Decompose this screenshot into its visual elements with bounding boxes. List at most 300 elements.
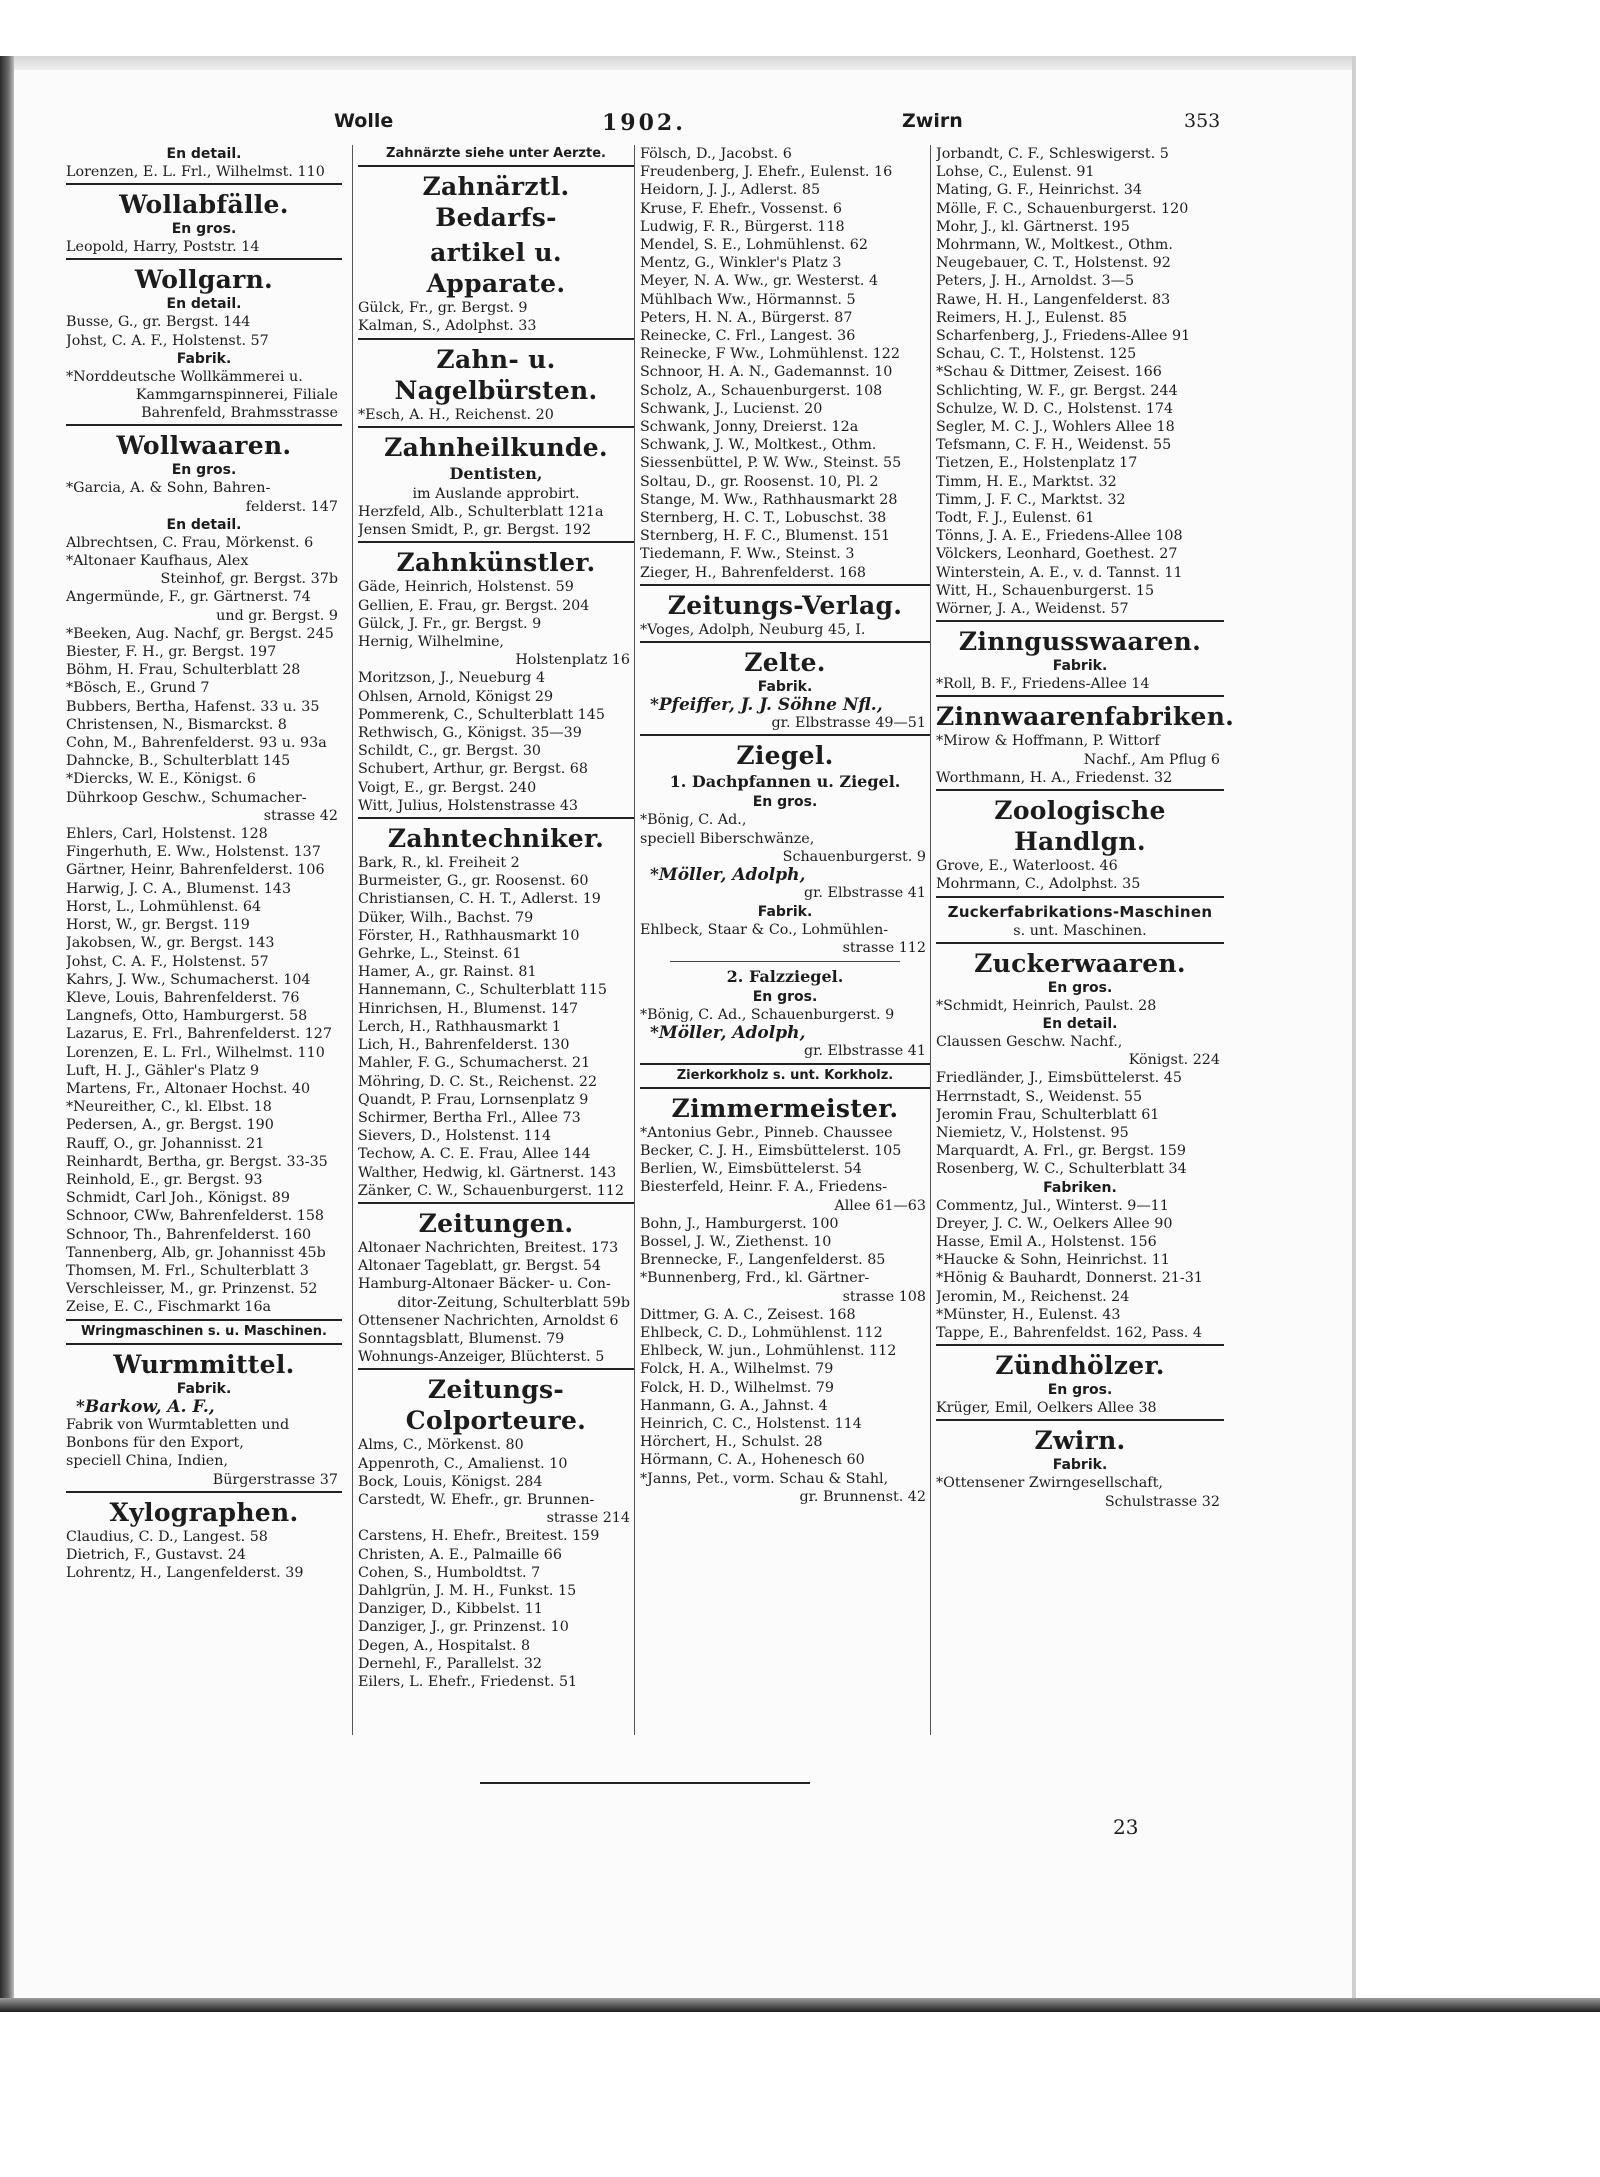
- directory-entry: Todt, F. J., Eulenst. 61: [936, 510, 1095, 527]
- directory-entry: Tannenberg, Alb, gr. Johannisst 45b: [66, 1244, 326, 1261]
- directory-entry: Bark, R., kl. Freiheit 2: [358, 855, 520, 872]
- directory-entry: Pommerenk, C., Schulterblatt 145: [358, 706, 605, 723]
- section-heading: Zinnwaarenfabriken.: [936, 702, 1235, 732]
- section-heading: artikel u. Apparate.: [426, 238, 566, 299]
- directory-entry: Ottensener Nachrichten, Arnoldst 6: [358, 1312, 619, 1329]
- directory-entry: Fingerhuth, E. Ww., Holstenst. 137: [66, 844, 321, 861]
- section-rule: [66, 183, 342, 185]
- directory-entry: *Roll, B. F., Friedens-Allee 14: [936, 676, 1150, 693]
- subheading: En gros.: [1047, 979, 1113, 996]
- subheading: En gros.: [752, 794, 818, 811]
- directory-entry: Reinhold, E., gr. Bergst. 93: [66, 1171, 263, 1188]
- directory-entry: Mendel, S. E., Lohmühlenst. 62: [640, 237, 868, 254]
- directory-entry: Dahlgrün, J. M. H., Funkst. 15: [358, 1582, 577, 1599]
- directory-entry: Ohlsen, Arnold, Königst 29: [358, 688, 554, 705]
- entry-continuation: strasse 112: [842, 939, 926, 956]
- header-right-word: Zwirn: [902, 110, 963, 132]
- directory-entry: Schubert, Arthur, gr. Bergst. 68: [358, 761, 588, 778]
- section-rule: [358, 1202, 634, 1204]
- directory-entry: Dernehl, F., Parallelst. 32: [358, 1655, 543, 1672]
- directory-entry: Busse, G., gr. Bergst. 144: [66, 314, 251, 331]
- column-divider: [352, 145, 353, 1735]
- entry-continuation: strasse 42: [263, 807, 338, 824]
- subheading: En detail.: [1042, 1015, 1118, 1032]
- directory-entry: Friedländer, J., Eimsbüttelerst. 45: [936, 1070, 1182, 1087]
- section-rule: [66, 258, 342, 260]
- directory-entry: Kruse, F. Ehefr., Vossenst. 6: [640, 200, 842, 217]
- directory-entry: Hamer, A., gr. Rainst. 81: [358, 964, 537, 981]
- directory-entry: Reinecke, F Ww., Lohmühlenst. 122: [640, 346, 901, 363]
- directory-entry: Folck, H. A., Wilhelmst. 79: [640, 1361, 834, 1378]
- directory-entry: Kalman, S., Adolphst. 33: [358, 318, 537, 335]
- directory-entry: Scholz, A., Schauenburgerst. 108: [640, 382, 883, 399]
- directory-entry: Biester, F. H., gr. Bergst. 197: [66, 644, 277, 661]
- directory-entry: Rawe, H. H., Langenfelderst. 83: [936, 291, 1171, 308]
- entry-continuation: strasse 214: [546, 1510, 630, 1527]
- section-heading: Zahntechniker.: [387, 824, 605, 854]
- directory-entry: Bubbers, Bertha, Hafenst. 33 u. 35: [66, 698, 320, 715]
- directory-entry: Berlien, W., Eimsbüttelerst. 54: [640, 1161, 862, 1178]
- directory-entry: Thomsen, M. Frl., Schulterblatt 3: [66, 1262, 309, 1279]
- section-heading: Zeitungs-Colporteure.: [405, 1375, 587, 1436]
- entry-continuation: Bürgerstrasse 37: [212, 1471, 338, 1488]
- directory-entry: Neugebauer, C. T., Holstenst. 92: [936, 255, 1171, 272]
- section-heading: Wollabfälle.: [119, 190, 289, 220]
- section-rule: [640, 1063, 930, 1065]
- scan-right-edge: [1352, 56, 1356, 2010]
- directory-entry: Jorbandt, C. F., Schleswigerst. 5: [936, 146, 1169, 162]
- entry-continuation: Königst. 224: [1128, 1052, 1220, 1069]
- cross-reference: Zierkorkholz s. unt. Korkholz.: [676, 1067, 894, 1083]
- section-heading: Zoologische Handlgn.: [994, 796, 1166, 857]
- directory-entry: *Mirow & Hoffmann, P. Wittorf: [936, 733, 1160, 750]
- footer-rule: [480, 1782, 810, 1784]
- subheading: 2. Falzziegel.: [726, 966, 844, 986]
- directory-entry: Cohn, M., Bahrenfelderst. 93 u. 93a: [66, 735, 327, 752]
- directory-entry: Gellien, E. Frau, gr. Bergst. 204: [358, 597, 590, 614]
- directory-entry: Mentz, G., Winkler's Platz 3: [640, 255, 842, 272]
- directory-entry: Burmeister, G., gr. Roosenst. 60: [358, 873, 589, 890]
- directory-entry: Quandt, P. Frau, Lornsenplatz 9: [358, 1091, 589, 1108]
- directory-entry: *Norddeutsche Wollkämmerei u.: [66, 368, 303, 385]
- directory-entry: Rethwisch, G., Königst. 35—39: [358, 725, 582, 742]
- directory-entry: Krüger, Emil, Oelkers Allee 38: [936, 1400, 1157, 1417]
- scan-top-edge: [0, 56, 1355, 70]
- directory-entry: Eilers, L. Ehefr., Friedenst. 51: [358, 1673, 578, 1690]
- directory-entry: Folck, H. D., Wilhelmst. 79: [640, 1379, 834, 1396]
- directory-entry: Leopold, Harry, Poststr. 14: [66, 239, 260, 256]
- directory-entry: Schnoor, Th., Bahrenfelderst. 160: [66, 1226, 312, 1243]
- column-1: [66, 145, 342, 1582]
- section-heading: Zuckerwaaren.: [974, 948, 1186, 978]
- directory-entry: Tefsmann, C. F. H., Weidenst. 55: [936, 437, 1172, 454]
- directory-entry: Degen, A., Hospitalst. 8: [358, 1637, 531, 1654]
- directory-entry: Alms, C., Mörkenst. 80: [358, 1437, 524, 1454]
- directory-entry: Siessenbüttel, P. W. Ww., Steinst. 55: [640, 455, 902, 472]
- section-heading: Zuckerfabrikations-Maschinen: [947, 902, 1213, 921]
- directory-entry: Schulze, W. D. C., Holstenst. 174: [936, 400, 1174, 417]
- running-header: [60, 110, 1230, 140]
- section-rule: [358, 541, 634, 543]
- directory-entry: Gärtner, Heinr, Bahrenfelderst. 106: [66, 862, 325, 879]
- entry-continuation: Bahrenfeld, Brahmsstrasse: [141, 405, 338, 422]
- subheading: 1. Dachpfannen u. Ziegel.: [669, 772, 901, 792]
- directory-entry: Mating, G. F., Heinrichst. 34: [936, 182, 1142, 199]
- entry-continuation: Steinhof, gr. Bergst. 37b: [160, 571, 338, 588]
- directory-entry: Hanmann, G. A., Jahnst. 4: [640, 1397, 828, 1414]
- directory-entry: Schwank, J., Lucienst. 20: [640, 400, 823, 417]
- directory-entry: Förster, H., Rathhausmarkt 10: [358, 927, 580, 944]
- subheading: Fabrik.: [1052, 658, 1108, 675]
- directory-entry: Meyer, N. A. Ww., gr. Westerst. 4: [640, 273, 879, 290]
- subheading: Fabrik.: [757, 679, 813, 696]
- section-rule: [66, 1343, 342, 1345]
- directory-entry: Schnoor, H. A. N., Gademannst. 10: [640, 364, 893, 381]
- directory-entry: Lohrentz, H., Langenfelderst. 39: [66, 1565, 304, 1582]
- directory-entry: Hörchert, H., Schulst. 28: [640, 1434, 823, 1451]
- directory-entry: Schirmer, Bertha Frl., Allee 73: [358, 1109, 581, 1126]
- directory-entry: Mahler, F. G., Schumacherst. 21: [358, 1055, 591, 1072]
- section-heading: Zahnkünstler.: [396, 548, 596, 578]
- directory-entry: Fabrik von Wurmtabletten und: [66, 1416, 290, 1433]
- directory-entry: Sievers, D., Holstenst. 114: [358, 1128, 552, 1145]
- directory-entry: Ehlbeck, Staar & Co., Lohmühlen-: [640, 921, 889, 938]
- directory-entry: Grove, E., Waterloost. 46: [936, 858, 1118, 875]
- directory-entry: Kleve, Louis, Bahrenfelderst. 76: [66, 989, 300, 1006]
- entry-continuation: Holstenplatz 16: [515, 652, 630, 669]
- section-rule: [640, 1087, 930, 1089]
- directory-entry: Appenroth, C., Amalienst. 10: [358, 1455, 568, 1472]
- directory-entry: Tönns, J. A. E., Friedens-Allee 108: [936, 528, 1183, 545]
- directory-entry: Johst, C. A. F., Holstenst. 57: [66, 332, 269, 349]
- subheading: En gros.: [1047, 1382, 1113, 1399]
- directory-entry: Freudenberg, J. Ehefr., Eulenst. 16: [640, 164, 893, 181]
- section-heading: Zeitungen.: [418, 1208, 574, 1238]
- header-year: 1902.: [602, 110, 686, 136]
- directory-entry: Tietzen, E., Holstenplatz 17: [936, 455, 1138, 472]
- subheading: En gros.: [171, 462, 237, 479]
- directory-entry: *Voges, Adolph, Neuburg 45, I.: [640, 621, 866, 638]
- section-heading: Zeitungs-Verlag.: [667, 590, 903, 620]
- directory-entry: Marquardt, A. Frl., gr. Bergst. 159: [936, 1143, 1186, 1160]
- directory-entry: Biesterfeld, Heinr. F. A., Friedens-: [640, 1179, 888, 1196]
- directory-entry: Mölle, F. C., Schauenburgerst. 120: [936, 200, 1189, 217]
- directory-entry: Schnoor, CWw, Bahrenfelderst. 158: [66, 1208, 325, 1225]
- directory-entry: *Garcia, A. & Sohn, Bahren-: [66, 480, 271, 497]
- directory-entry: Scharfenberg, J., Friedens-Allee 91: [936, 328, 1191, 345]
- directory-entry: Christensen, N., Bismarckst. 8: [66, 716, 287, 733]
- note-line: im Auslande approbirt.: [412, 485, 580, 502]
- subheading: Fabrik.: [176, 1380, 232, 1397]
- directory-entry: Zieger, H., Bahrenfelderst. 168: [640, 564, 867, 581]
- directory-entry: Niemietz, V., Holstenst. 95: [936, 1124, 1129, 1141]
- section-rule: [358, 338, 634, 340]
- directory-entry: *Schau & Dittmer, Zeisest. 166: [936, 364, 1162, 381]
- directory-entry: *Münster, H., Eulenst. 43: [936, 1306, 1121, 1323]
- column-3: [640, 145, 930, 1506]
- directory-entry: Ehlbeck, C. D., Lohmühlenst. 112: [640, 1324, 883, 1341]
- section-rule: [936, 1419, 1224, 1421]
- section-rule: [358, 426, 634, 428]
- directory-entry: Dietrich, F., Gustavst. 24: [66, 1546, 246, 1563]
- directory-entry: Tappe, E., Bahrenfeldst. 162, Pass. 4: [936, 1324, 1202, 1341]
- directory-entry: Cohen, S., Humboldtst. 7: [358, 1564, 541, 1581]
- directory-entry: Reinecke, C. Frl., Langest. 36: [640, 328, 856, 345]
- section-heading: Zahnheilkunde.: [384, 432, 608, 462]
- section-heading: Zimmermeister.: [671, 1093, 899, 1123]
- section-rule: [936, 789, 1224, 791]
- directory-entry: Schau, C. T., Holstenst. 125: [936, 346, 1137, 363]
- directory-entry: Langnefs, Otto, Hamburgerst. 58: [66, 1008, 308, 1025]
- directory-entry: Gäde, Heinrich, Holstenst. 59: [358, 579, 574, 596]
- directory-entry: Pedersen, A., gr. Bergst. 190: [66, 1117, 274, 1134]
- entry-continuation: Schauenburgerst. 9: [782, 848, 926, 865]
- directory-entry: Worthmann, H. A., Friedenst. 32: [936, 769, 1173, 786]
- directory-entry: speciell China, Indien,: [66, 1453, 229, 1470]
- directory-entry: Jakobsen, W., gr. Bergst. 143: [66, 935, 275, 952]
- directory-entry: Voigt, E., gr. Bergst. 240: [358, 779, 537, 796]
- directory-entry: Horst, L., Lohmühlenst. 64: [66, 898, 262, 915]
- directory-entry: Böhm, H. Frau, Schulterblatt 28: [66, 662, 301, 679]
- directory-entry: Heinrich, C. C., Holstenst. 114: [640, 1415, 862, 1432]
- column-divider: [634, 145, 635, 1735]
- entry-continuation: gr. Elbstrasse 49—51: [771, 715, 926, 732]
- directory-entry: Hannemann, C., Schulterblatt 115: [358, 982, 607, 999]
- section-rule: [358, 165, 634, 167]
- directory-entry: Jensen Smidt, P., gr. Bergst. 192: [358, 522, 592, 539]
- directory-entry: Bock, Louis, Königst. 284: [358, 1473, 543, 1490]
- directory-entry: Timm, H. E., Marktst. 32: [936, 473, 1117, 490]
- directory-entry: *Beeken, Aug. Nachf, gr. Bergst. 245: [66, 625, 334, 642]
- directory-entry: Altonaer Tageblatt, gr. Bergst. 54: [358, 1258, 602, 1275]
- directory-entry: *Janns, Pet., vorm. Schau & Stahl,: [640, 1470, 889, 1487]
- entry-continuation: gr. Brunnenst. 42: [799, 1488, 926, 1505]
- directory-entry: *Barkow, A. F.,: [76, 1397, 215, 1416]
- directory-entry: Jeromin Frau, Schulterblatt 61: [936, 1106, 1160, 1123]
- directory-entry: *Pfeiffer, J. J. Söhne Nfl.,: [650, 696, 883, 715]
- subheading: En gros.: [752, 988, 818, 1005]
- directory-entry: *Altonaer Kaufhaus, Alex: [66, 553, 249, 570]
- directory-entry: Schildt, C., gr. Bergst. 30: [358, 743, 542, 760]
- directory-entry: *Hönig & Bauhardt, Donnerst. 21-31: [936, 1270, 1203, 1287]
- directory-entry: Gülck, Fr., gr. Bergst. 9: [358, 300, 528, 317]
- directory-entry: *Bösch, E., Grund 7: [66, 680, 210, 697]
- directory-entry: Witt, H., Schauenburgerst. 15: [936, 582, 1155, 599]
- directory-entry: Möhring, D. C. St., Reichenst. 22: [358, 1073, 598, 1090]
- directory-entry: Moritzson, J., Neueburg 4: [358, 670, 546, 687]
- header-left-word: Wolle: [334, 110, 394, 132]
- directory-entry: Zänker, C. W., Schauenburgerst. 112: [358, 1182, 624, 1199]
- directory-entry: *Diercks, W. E., Königst. 6: [66, 771, 257, 788]
- section-heading: Wurmmittel.: [113, 1349, 295, 1379]
- sub-rule: [670, 961, 900, 962]
- directory-entry: Kahrs, J. Ww., Schumacherst. 104: [66, 971, 311, 988]
- directory-entry: Schlichting, W. F., gr. Bergst. 244: [936, 382, 1178, 399]
- directory-entry: Luft, H. J., Gähler's Platz 9: [66, 1062, 260, 1079]
- directory-entry: Witt, Julius, Holstenstrasse 43: [358, 797, 579, 814]
- directory-entry: Albrechtsen, C. Frau, Mörkenst. 6: [66, 534, 314, 551]
- directory-entry: Claussen Geschw. Nachf.,: [936, 1033, 1123, 1050]
- section-heading: Zwirn.: [1034, 1426, 1126, 1456]
- column-4: [936, 145, 1235, 1511]
- directory-entry: *Bönig, C. Ad., Schauenburgerst. 9: [640, 1006, 895, 1023]
- directory-entry: Lohse, C., Eulenst. 91: [936, 164, 1095, 181]
- entry-continuation: ditor-Zeitung, Schulterblatt 59b: [397, 1294, 630, 1311]
- directory-entry: Dahncke, B., Schulterblatt 145: [66, 753, 291, 770]
- directory-entry: Schmidt, Carl Joh., Königst. 89: [66, 1190, 290, 1207]
- directory-entry: Rauff, O., gr. Johannisst. 21: [66, 1135, 265, 1152]
- scan-bottom-edge: [0, 1998, 1600, 2012]
- directory-entry: Commentz, Jul., Winterst. 9—11: [936, 1197, 1169, 1214]
- section-heading: Xylographen.: [109, 1497, 299, 1527]
- section-rule: [640, 734, 930, 736]
- directory-entry: Ludwig, F. R., Bürgerst. 118: [640, 218, 845, 235]
- subheading: Fabrik.: [1052, 1457, 1108, 1474]
- section-heading: Zündhölzer.: [995, 1351, 1165, 1381]
- directory-entry: Fölsch, D., Jacobst. 6: [640, 146, 792, 162]
- section-rule: [936, 942, 1224, 944]
- directory-entry: Sternberg, H. C. T., Lobuschst. 38: [640, 510, 887, 527]
- directory-entry: Dreyer, J. C. W., Oelkers Allee 90: [936, 1215, 1173, 1232]
- directory-entry: Harwig, J. C. A., Blumenst. 143: [66, 880, 292, 897]
- entry-continuation: Kammgarnspinnerei, Filiale: [135, 387, 338, 404]
- directory-entry: *Möller, Adolph,: [650, 1024, 806, 1043]
- sheet-number: 23: [1113, 1815, 1139, 1839]
- entry-continuation: gr. Elbstrasse 41: [804, 1043, 926, 1060]
- directory-entry: Martens, Fr., Altonaer Hochst. 40: [66, 1080, 311, 1097]
- directory-entry: Winterstein, A. E., v. d. Tannst. 11: [936, 564, 1183, 581]
- directory-entry: Brennecke, F., Langenfelderst. 85: [640, 1252, 886, 1269]
- page-number: 353: [1184, 110, 1221, 132]
- section-rule: [936, 1344, 1224, 1346]
- directory-entry: Reimers, H. J., Eulenst. 85: [936, 309, 1128, 326]
- subheading: Dentisten,: [449, 463, 543, 483]
- directory-entry: Hinrichsen, H., Blumenst. 147: [358, 1000, 579, 1017]
- directory-entry: Dührkoop Geschw., Schumacher-: [66, 789, 307, 806]
- section-heading: Zahn- u. Nagelbürsten.: [394, 344, 598, 405]
- section-rule: [936, 695, 1224, 697]
- directory-entry: Völckers, Leonhard, Goethest. 27: [936, 546, 1178, 563]
- directory-entry: *Esch, A. H., Reichenst. 20: [358, 406, 554, 423]
- directory-entry: Becker, C. J. H., Eimsbüttelerst. 105: [640, 1142, 902, 1159]
- directory-entry: Danziger, D., Kibbelst. 11: [358, 1601, 543, 1618]
- note-line: s. unt. Maschinen.: [1013, 922, 1147, 939]
- directory-entry: Dittmer, G. A. C., Zeisest. 168: [640, 1306, 856, 1323]
- subheading: En gros.: [171, 221, 237, 238]
- directory-entry: Soltau, D., gr. Roosenst. 10, Pl. 2: [640, 473, 879, 490]
- directory-entry: Angermünde, F., gr. Gärtnerst. 74: [66, 589, 311, 606]
- directory-entry: Lorenzen, E. L. Frl., Wilhelmst. 110: [66, 164, 325, 180]
- directory-entry: Düker, Wilh., Bachst. 79: [358, 909, 534, 926]
- directory-entry: Gülck, J. Fr., gr. Bergst. 9: [358, 615, 542, 632]
- column-divider: [930, 145, 931, 1735]
- directory-entry: Christen, A. E., Palmaille 66: [358, 1546, 562, 1563]
- section-rule: [936, 620, 1224, 622]
- directory-entry: *Ottensener Zwirngesellschaft,: [936, 1475, 1163, 1492]
- directory-entry: Peters, J. H., Arnoldst. 3—5: [936, 273, 1135, 290]
- directory-entry: Claudius, C. D., Langest. 58: [66, 1528, 268, 1545]
- directory-entry: Wohnungs-Anzeiger, Blüchterst. 5: [358, 1349, 605, 1366]
- directory-entry: Bonbons für den Export,: [66, 1435, 244, 1452]
- directory-entry: Gehrke, L., Steinst. 61: [358, 946, 522, 963]
- directory-entry: Segler, M. C. J., Wohlers Allee 18: [936, 419, 1175, 436]
- directory-entry: Hasse, Emil A., Holstenst. 156: [936, 1233, 1157, 1250]
- section-heading: Wollwaaren.: [116, 431, 292, 461]
- directory-entry: Mohrmann, W., Moltkest., Othm.: [936, 237, 1173, 254]
- directory-entry: Stange, M. Ww., Rathhausmarkt 28: [640, 491, 898, 508]
- directory-entry: *Neureither, C., kl. Elbst. 18: [66, 1099, 272, 1116]
- directory-entry: Johst, C. A. F., Holstenst. 57: [66, 953, 269, 970]
- section-heading: Zelte.: [744, 648, 826, 678]
- directory-entry: Bohn, J., Hamburgerst. 100: [640, 1215, 839, 1232]
- directory-entry: Jeromin, M., Reichenst. 24: [936, 1288, 1130, 1305]
- directory-entry: Schwank, Jonny, Dreierst. 12a: [640, 419, 859, 436]
- directory-entry: Carstedt, W. Ehefr., gr. Brunnen-: [358, 1491, 595, 1508]
- entry-continuation: Nachf., Am Pflug 6: [1083, 751, 1220, 768]
- entry-continuation: gr. Elbstrasse 41: [804, 885, 926, 902]
- column-2: [358, 145, 634, 1691]
- cross-reference: Wringmaschinen s. u. Maschinen.: [81, 1323, 327, 1339]
- directory-entry: Hörmann, C. A., Hohenesch 60: [640, 1452, 865, 1469]
- directory-entry: Herzfeld, Alb., Schulterblatt 121a: [358, 504, 604, 521]
- directory-entry: Mühlbach Ww., Hörmannst. 5: [640, 291, 856, 308]
- directory-entry: Hamburg-Altonaer Bäcker- u. Con-: [358, 1276, 611, 1293]
- directory-entry: Schwank, J. W., Moltkest., Othm.: [640, 437, 877, 454]
- directory-entry: speciell Biberschwänze,: [640, 830, 815, 847]
- section-rule: [358, 817, 634, 819]
- directory-entry: Tiedemann, F. Ww., Steinst. 3: [640, 546, 855, 563]
- subheading: En detail.: [166, 146, 242, 162]
- entry-continuation: Schulstrasse 32: [1104, 1493, 1220, 1510]
- section-rule: [640, 584, 930, 586]
- directory-entry: Danziger, J., gr. Prinzenst. 10: [358, 1619, 569, 1636]
- entry-continuation: und gr. Bergst. 9: [216, 607, 338, 624]
- directory-entry: Altonaer Nachrichten, Breitest. 173: [358, 1239, 619, 1256]
- subheading: Fabriken.: [1043, 1179, 1117, 1196]
- directory-entry: Hernig, Wilhelmine,: [358, 634, 504, 651]
- section-heading: Ziegel.: [736, 741, 834, 771]
- directory-entry: Lorenzen, E. L. Frl., Wilhelmst. 110: [66, 1044, 325, 1061]
- scan-left-edge: [0, 56, 14, 2010]
- subheading: Fabrik.: [757, 903, 813, 920]
- directory-entry: Techow, A. C. E. Frau, Allee 144: [358, 1146, 591, 1163]
- section-rule: [936, 896, 1224, 898]
- entry-continuation: strasse 108: [842, 1288, 926, 1305]
- directory-entry: *Antonius Gebr., Pinneb. Chaussee: [640, 1124, 893, 1141]
- directory-entry: Wörner, J. A., Weidenst. 57: [936, 601, 1129, 618]
- directory-entry: Walther, Hedwig, kl. Gärtnerst. 143: [358, 1164, 617, 1181]
- subheading: Fabrik.: [176, 350, 232, 367]
- directory-entry: Ehlbeck, W. jun., Lohmühlenst. 112: [640, 1343, 897, 1360]
- section-rule: [640, 641, 930, 643]
- subheading: En detail.: [166, 516, 242, 533]
- section-heading: Wollgarn.: [134, 265, 274, 295]
- directory-entry: Verschleisser, M., gr. Prinzenst. 52: [66, 1281, 318, 1298]
- directory-entry: Heidorn, J. J., Adlerst. 85: [640, 182, 821, 199]
- directory-entry: *Haucke & Sohn, Heinrichst. 11: [936, 1252, 1170, 1269]
- entry-continuation: Allee 61—63: [834, 1197, 926, 1214]
- cross-reference: Zahnärzte siehe unter Aerzte.: [386, 146, 606, 161]
- subheading: En detail.: [166, 296, 242, 313]
- directory-entry: Christiansen, C. H. T., Adlerst. 19: [358, 891, 601, 908]
- directory-entry: *Bönig, C. Ad.,: [640, 812, 747, 829]
- section-rule: [66, 1491, 342, 1493]
- section-heading: Zinngusswaaren.: [958, 627, 1202, 657]
- directory-entry: Lazarus, E. Frl., Bahrenfelderst. 127: [66, 1026, 333, 1043]
- directory-entry: Carstens, H. Ehefr., Breitest. 159: [358, 1528, 600, 1545]
- directory-entry: Zeise, E. C., Fischmarkt 16a: [66, 1299, 272, 1316]
- directory-entry: Bossel, J. W., Ziethenst. 10: [640, 1233, 832, 1250]
